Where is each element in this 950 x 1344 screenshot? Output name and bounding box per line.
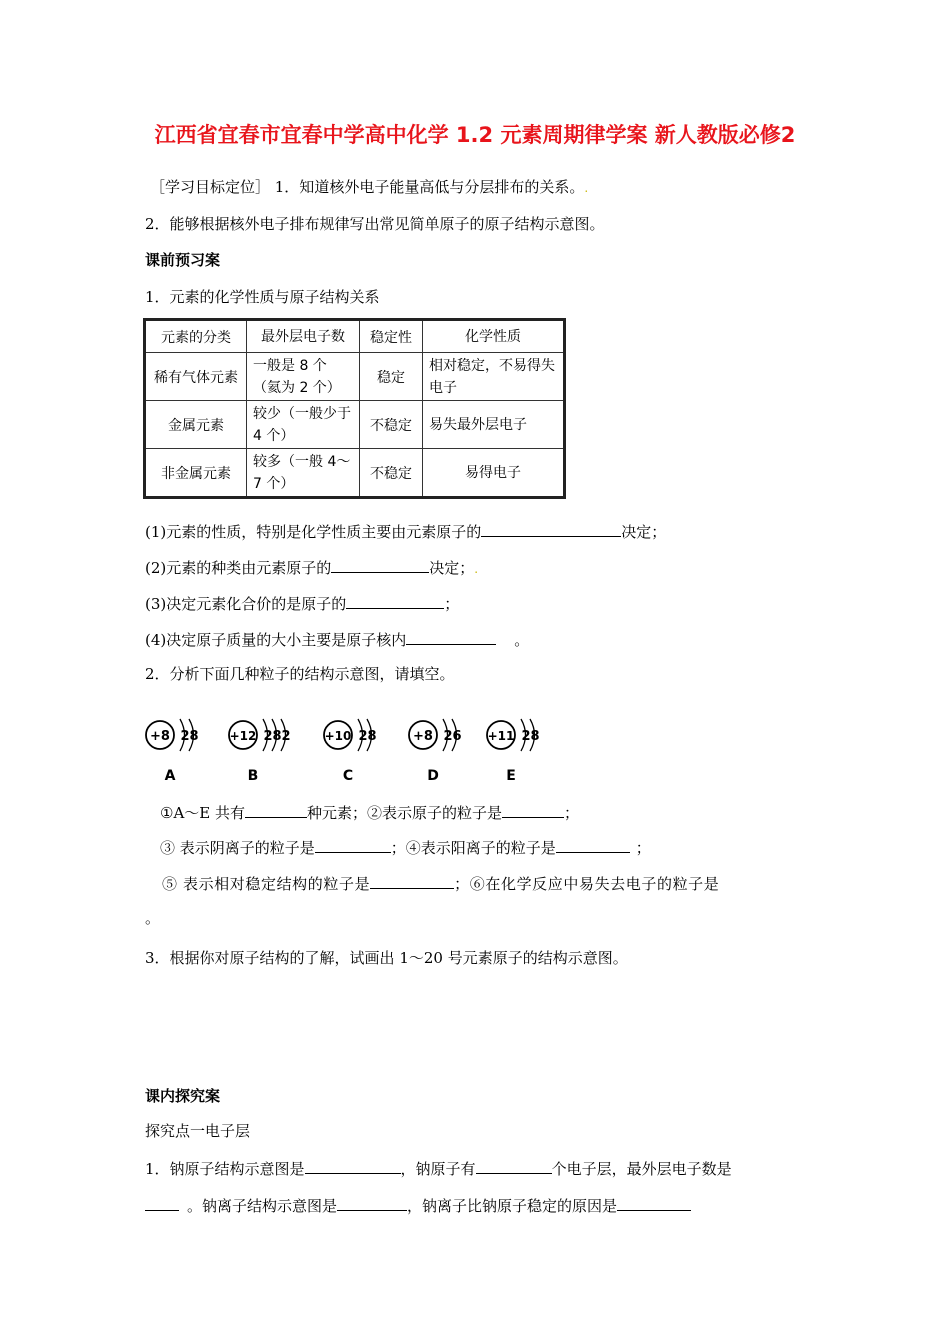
table-cell: 非金属元素 <box>145 449 247 498</box>
answer-blank[interactable] <box>481 520 621 537</box>
nucleus-charge: +8 <box>413 729 433 744</box>
fill-blank-2: (2)元素的种类由元素原子的 决定；. <box>145 556 478 579</box>
electron-count: 8 <box>272 729 282 744</box>
particle-diagram-b <box>229 719 291 784</box>
electron-count: 2 <box>521 729 531 744</box>
answer-blank[interactable] <box>145 1194 179 1211</box>
nucleus-charge: +12 <box>229 729 257 743</box>
nucleus-charge: +10 <box>324 729 352 743</box>
table-cell: 稳定 <box>360 353 423 401</box>
electron-count: 8 <box>189 729 199 744</box>
table-row <box>145 353 565 401</box>
table-cell: 易得电子 <box>423 449 565 498</box>
answer-blank[interactable] <box>315 836 391 853</box>
question-2-line-3: ⑤ 表示相对稳定结构的粒子是 ；⑥在化学反应中易失去电子的粒子是 <box>162 872 719 894</box>
section-heading-explore: 课内探究案 <box>145 1087 221 1105</box>
table-row <box>145 449 565 498</box>
question-2-line-2: ③ 表示阴离子的粒子是 ；④表示阳离子的粒子是 ； <box>160 836 651 858</box>
electron-count: 2 <box>281 729 291 744</box>
explore-point-title: 探究点一电子层 <box>145 1122 251 1140</box>
electron-count: 2 <box>443 729 453 744</box>
learning-goal-1: ［学习目标定位］ 1．知道核外电子能量高低与分层排布的关系。. <box>150 178 589 196</box>
table-cell: 较少（一般少于 4 个） <box>247 401 360 449</box>
table-row <box>145 401 565 449</box>
electron-count: 2 <box>180 729 190 744</box>
section-heading-preview: 课前预习案 <box>145 251 221 269</box>
table-cell: 不稳定 <box>360 401 423 449</box>
table-cell: 较多（一般 4～7 个） <box>247 449 360 498</box>
electron-count: 2 <box>263 729 273 744</box>
particle-diagram-c <box>324 719 377 784</box>
table-header-cell: 化学性质 <box>423 320 565 353</box>
particle-structure-diagrams <box>140 705 560 790</box>
page-title: 江西省宜春市宜春中学高中化学 1.2 元素周期律学案 新人教版必修2 <box>154 123 796 147</box>
fill-blank-1: (1)元素的性质，特别是化学性质主要由元素原子的 决定； <box>145 520 666 542</box>
diagram-label: A <box>164 768 176 784</box>
learning-goal-2: 2．能够根据核外电子排布规律写出常见简单原子的原子结构示意图。 <box>145 215 605 233</box>
nucleus-charge: +8 <box>150 729 170 744</box>
diagram-label: B <box>247 768 259 784</box>
table-cell: 易失最外层电子 <box>423 401 565 449</box>
question-1-title: 1．元素的化学性质与原子结构关系 <box>145 288 380 306</box>
table-cell: 稀有气体元素 <box>145 353 247 401</box>
table-cell: 一般是 8 个（氦为 2 个） <box>247 353 360 401</box>
table-header-cell: 稳定性 <box>360 320 423 353</box>
answer-blank[interactable] <box>502 801 564 818</box>
particle-diagram-a <box>146 719 199 784</box>
answer-blank[interactable] <box>476 1157 552 1174</box>
answer-blank[interactable] <box>305 1157 401 1174</box>
table-cell: 金属元素 <box>145 401 247 449</box>
question-2-line-1: ①A～E 共有 种元素；②表示原子的粒子是 ； <box>160 801 579 823</box>
answer-blank[interactable] <box>245 801 307 818</box>
diagram-label: D <box>427 768 439 784</box>
electron-count: 8 <box>530 729 540 744</box>
question-2-line-3-end: 。 <box>145 909 161 927</box>
table-header-row <box>145 320 565 353</box>
nucleus-charge: +11 <box>487 729 515 743</box>
particle-diagram-e <box>487 719 540 784</box>
table-header-cell: 最外层电子数 <box>247 320 360 353</box>
answer-blank[interactable] <box>337 1194 407 1211</box>
question-2-title: 2．分析下面几种粒子的结构示意图，请填空。 <box>145 665 455 683</box>
question-3: 3．根据你对原子结构的了解，试画出 1～20 号元素原子的结构示意图。 <box>145 949 628 967</box>
particle-diagram-d <box>409 719 462 784</box>
answer-blank[interactable] <box>617 1194 691 1211</box>
element-classification-table <box>143 318 566 499</box>
diagram-label: E <box>506 768 516 784</box>
answer-blank[interactable] <box>370 872 454 889</box>
table-cell: 相对稳定，不易得失电子 <box>423 353 565 401</box>
answer-blank[interactable] <box>556 836 630 853</box>
electron-count: 6 <box>452 729 462 744</box>
answer-blank[interactable] <box>331 556 429 573</box>
diagram-label: C <box>342 768 354 784</box>
table-cell: 不稳定 <box>360 449 423 498</box>
explore-question-1-line-1: 1．钠原子结构示意图是 ，钠原子有 个电子层，最外层电子数是 <box>145 1157 732 1179</box>
fill-blank-4: (4)决定原子质量的大小主要是原子核内 。 <box>145 628 529 650</box>
table-header-cell: 元素的分类 <box>145 320 247 353</box>
electron-count: 8 <box>367 729 377 744</box>
answer-blank[interactable] <box>346 592 444 609</box>
explore-question-1-line-2: 。钠离子结构示意图是 ，钠离子比钠原子稳定的原因是 <box>145 1194 691 1216</box>
electron-count: 2 <box>358 729 368 744</box>
answer-blank[interactable] <box>406 628 496 645</box>
fill-blank-3: (3)决定元素化合价的是原子的 ； <box>145 592 459 614</box>
